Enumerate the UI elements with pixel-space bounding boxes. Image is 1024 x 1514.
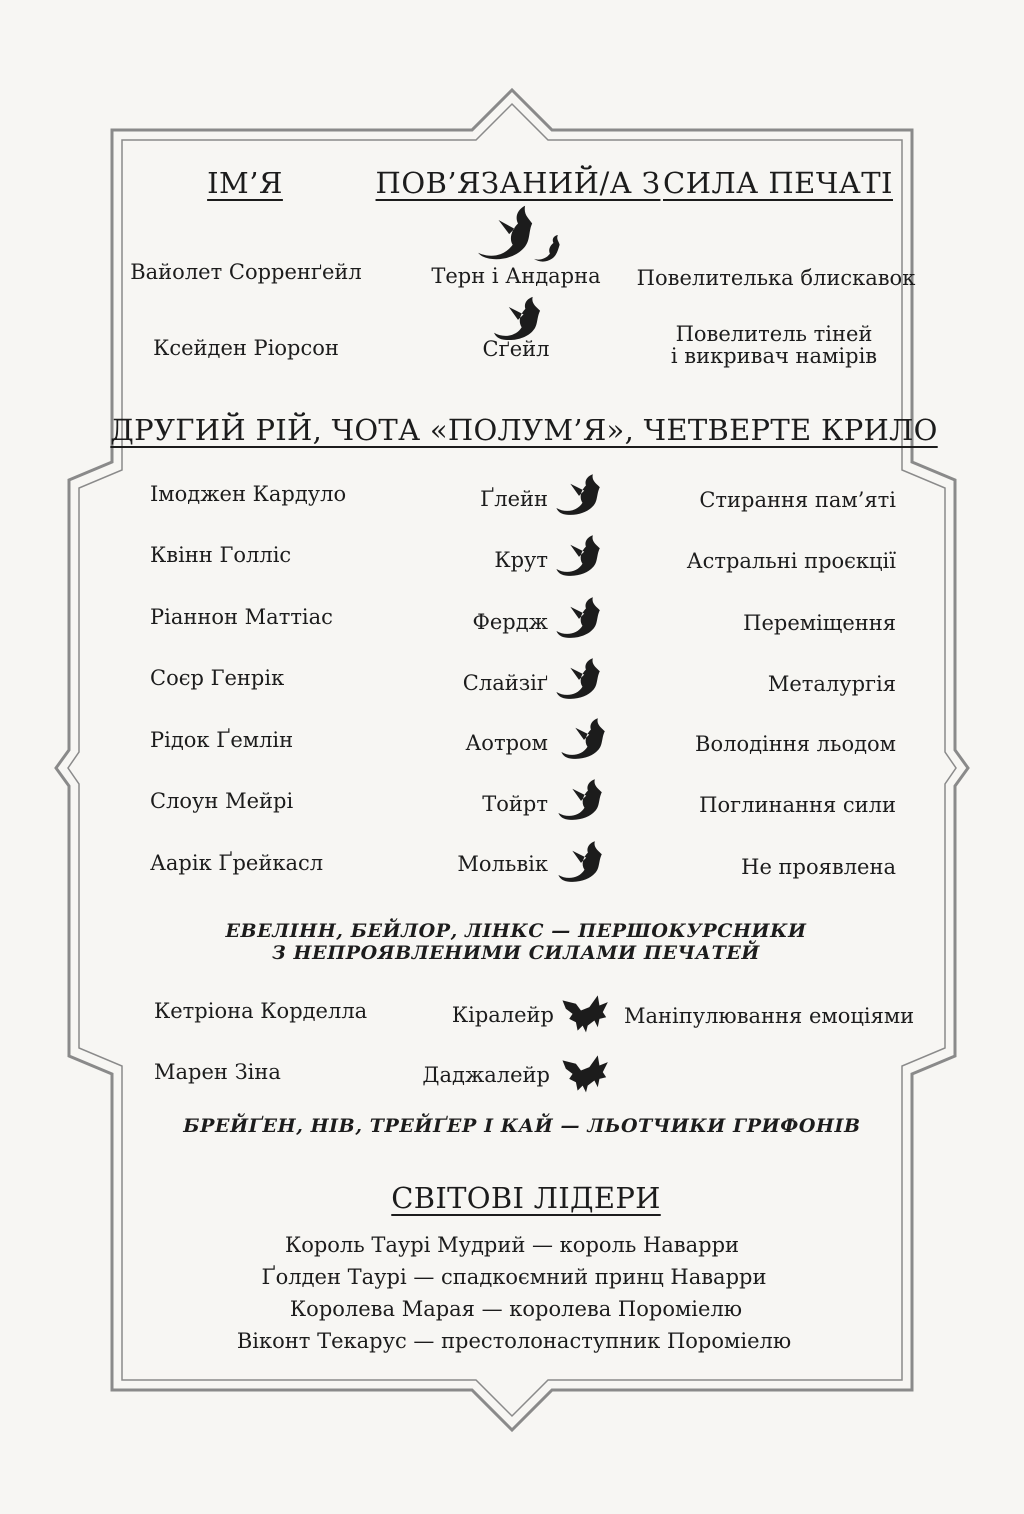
world-leader-item: Королева Марая — королева Пороміелю [289,1297,743,1321]
bonded-violet: Терн і Андарна [431,264,601,288]
squad-bonded: Слайзіґ [462,671,548,695]
squad-signet: Не проявлена [741,855,896,879]
gryphon-icon [560,1052,612,1094]
squad-signet: Стирання пам’яті [699,488,896,512]
signet-xaden-line2: і викривач намірів [670,344,878,368]
dragon-icon [558,717,610,761]
squad-signet: Астральні проєкції [686,549,896,573]
world-leader-item: Король Таурі Мудрий — король Наварри [284,1233,740,1257]
column-header-bonded: ПОВ’ЯЗАНИЙ/А З [375,166,661,200]
dragon-icon [553,657,605,701]
gryphon-name: Кетріона Корделла [154,999,368,1023]
dragon-icon [490,296,546,342]
squad-name: Рідок Ґемлін [150,728,294,752]
gryphon-bonded: Даджалейр [422,1063,550,1087]
squad-bonded: Фердж [472,610,548,634]
name-xaden: Ксейден Ріорсон [153,336,339,360]
dragon-icon [553,534,605,578]
bonded-xaden: Сґейл [482,337,550,361]
gryphon-icon [560,992,612,1034]
world-leader-item: Віконт Текарус — престолонаступник Пороміелю [236,1329,792,1353]
dragon-icon [555,840,607,884]
gryphon-signet: Маніпулювання емоціями [624,1004,915,1028]
two-dragons-icon [468,204,568,266]
squad-name: Ріаннон Маттіас [150,605,333,629]
column-header-signet: СИЛА ПЕЧАТІ [663,166,893,200]
world-leader-item: Ґолден Таурі — спадкоємний принц Наварри [261,1265,767,1289]
name-violet: Вайолет Сорренґейл [130,260,362,284]
signet-xaden-line1: Повелитель тіней [675,322,873,346]
dragon-icon [553,473,605,517]
squad-bonded: Ґлейн [480,487,548,511]
gryphon-bonded: Кіралейр [451,1003,554,1027]
squad-bonded: Аотром [465,731,548,755]
squad-name: Соєр Генрік [150,666,285,690]
dragon-icon [553,596,605,640]
squad-title: ДРУГИЙ РІЙ, ЧОТА «ПОЛУМ’Я», ЧЕТВЕРТЕ КРИЛО [110,413,938,447]
note-first-years-line1: ЕВЕЛІНН, БЕЙЛОР, ЛІНКС — ПЕРШОКУРСНИКИ [225,920,807,942]
squad-name: Слоун Мейрі [150,789,294,813]
gryphon-name: Марен Зіна [154,1060,281,1084]
signet-violet: Повелителька блискавок [636,266,916,290]
dragon-icon [555,778,607,822]
squad-name: Аарік Ґрейкасл [150,851,324,875]
squad-name: Квінн Голліс [150,543,292,567]
squad-name: Імоджен Кардуло [150,482,347,506]
note-first-years-line2: З НЕПРОЯВЛЕНИМИ СИЛАМИ ПЕЧАТЕЙ [272,942,760,964]
squad-signet: Переміщення [743,611,896,635]
squad-bonded: Крут [494,548,548,572]
squad-signet: Металургія [767,672,896,696]
world-leaders-title: СВІТОВІ ЛІДЕРИ [391,1181,661,1215]
note-gryphon-fliers: БРЕЙҐЕН, НІВ, ТРЕЙҐЕР І КАЙ — ЛЬОТЧИКИ ГРИФОНІВ [183,1115,861,1137]
squad-signet: Поглинання сили [699,793,896,817]
column-header-name: ІМ’Я [207,166,283,200]
squad-bonded: Мольвік [457,852,548,876]
squad-bonded: Тойрт [482,792,548,816]
squad-signet: Володіння льодом [695,732,896,756]
